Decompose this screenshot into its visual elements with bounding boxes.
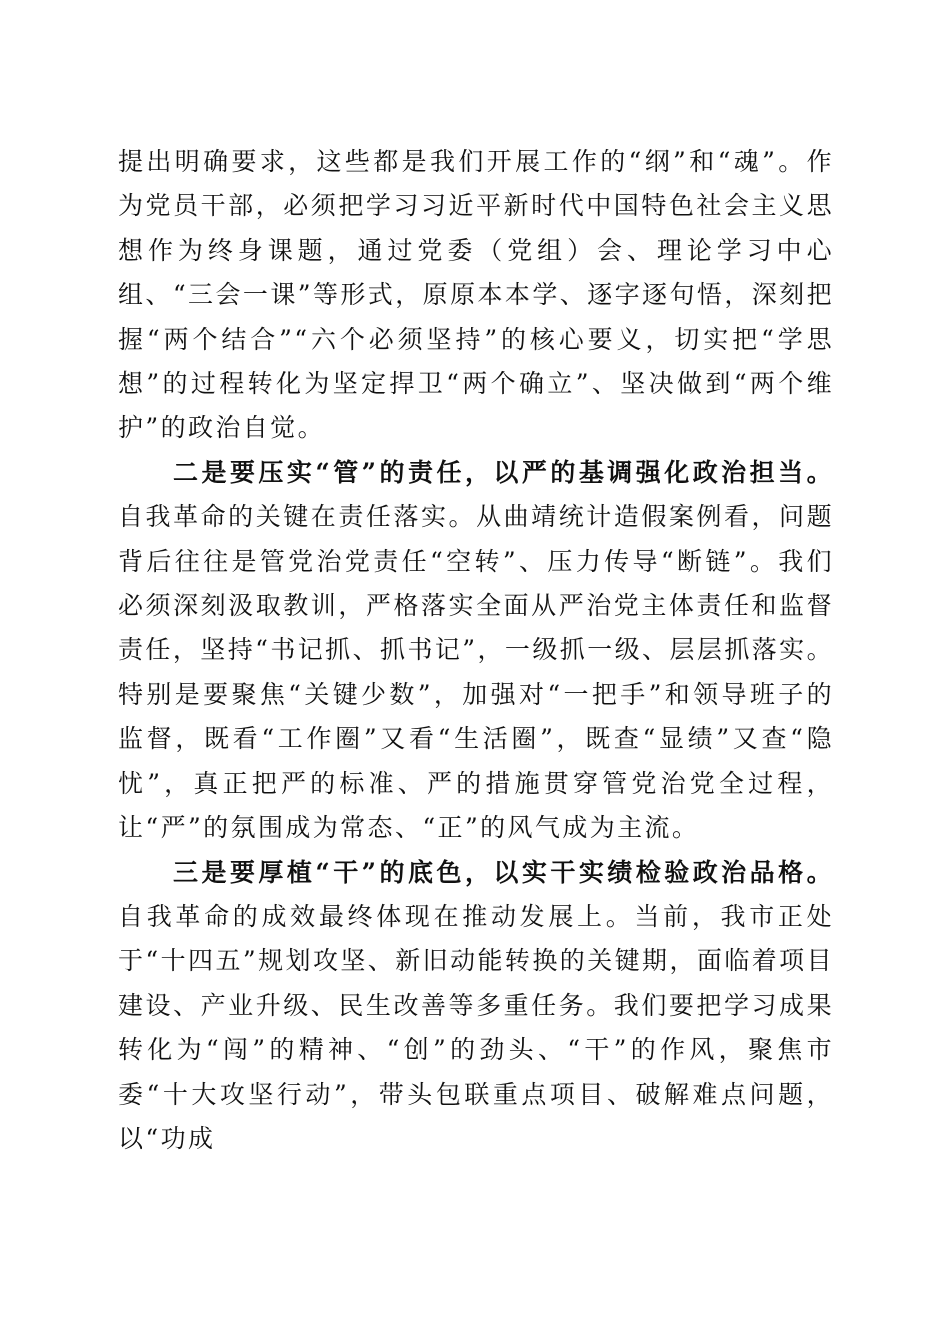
paragraph-lead: 二是要压实“管”的责任，以严的基调强化政治担当。 — [173, 457, 834, 487]
paragraph-text: 自我革命的成效最终体现在推动发展上。当前，我市正处于“十四五”规划攻坚、新旧动能转换的关键期，面临着项目建设、产业升级、民生改善等多重任务。我们要把学习成果转化为“闯”的精神、“创”的劲头、“干”的作风，聚焦市委“十大攻坚行动”，带头包联重点项目、破解难点问题，以“功成 — [118, 901, 834, 1153]
paragraph-continuation — [118, 140, 834, 451]
paragraph-text: 自我革命的关键在责任落实。从曲靖统计造假案例看，问题背后往往是管党治党责任“空转”、压力传导“断链”。我们必须深刻汲取教训，严格落实全面从严治党主体责任和监督责任，坚持“书记抓、抓书记”，一级抓一级、层层抓落实。特别是要聚焦“关键少数”，加强对“一把手”和领导班子的监督，既看“工作圈”又看“生活圈”，既查“显绩”又查“隐忧”，真正把严的标准、严的措施贯穿管党治党全过程，让“严”的氛围成为常态、“正”的风气成为主流。 — [118, 502, 834, 843]
document-body — [118, 140, 834, 1161]
paragraph-point-two — [118, 451, 834, 851]
paragraph-lead: 三是要厚植“干”的底色，以实干实绩检验政治品格。 — [173, 857, 834, 887]
paragraph-point-three — [118, 851, 834, 1162]
paragraph-text: 提出明确要求，这些都是我们开展工作的“纲”和“魂”。作为党员干部，必须把学习习近平新时代中国特色社会主义思想作为终身课题，通过党委（党组）会、理论学习中心组、“三会一课”等形式，原原本本学、逐字逐句悟，深刻把握“两个结合”“六个必须坚持”的核心要义，切实把“学思想”的过程转化为坚定捍卫“两个确立”、坚决做到“两个维护”的政治自觉。 — [118, 147, 834, 443]
